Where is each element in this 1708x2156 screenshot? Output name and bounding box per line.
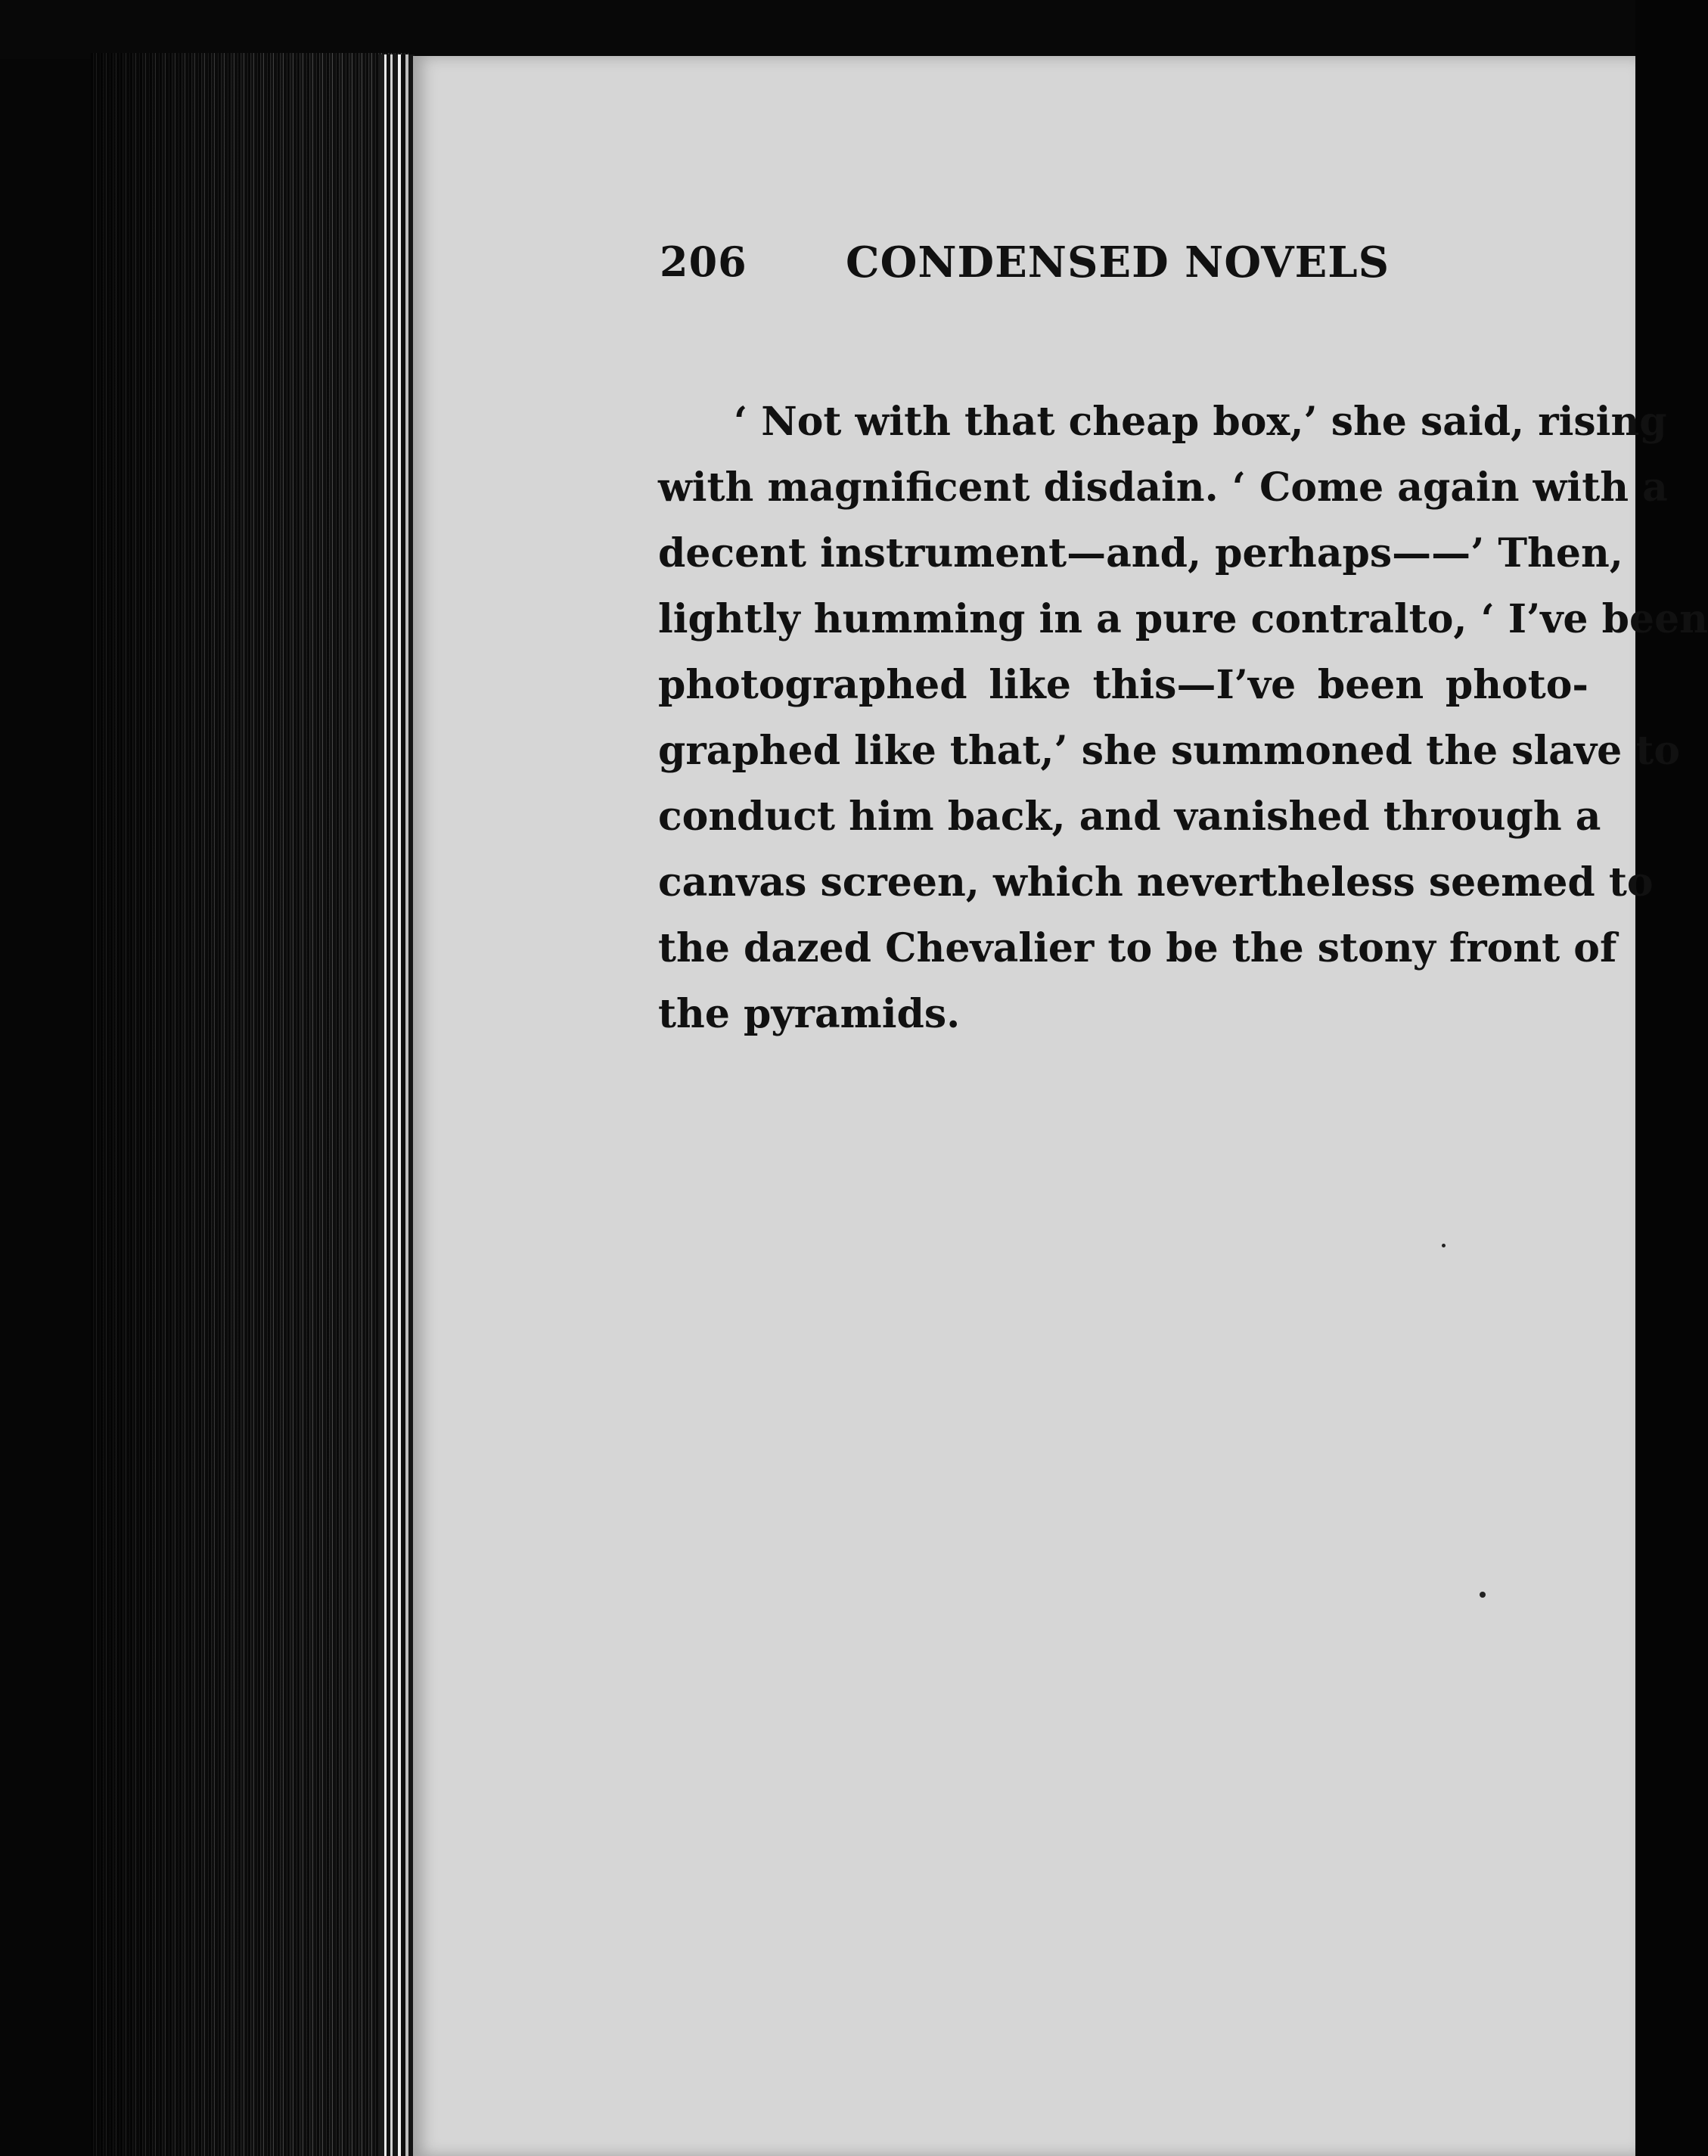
paper-speck [1442,1244,1446,1247]
scan-border-top [0,0,1635,59]
text-line: lightly humming in a pure contralto, ‘ I’ve been [658,596,1708,642]
text-line: photographed like this—I’ve been photo- [658,662,1588,708]
book-spine-binding [378,54,415,2156]
text-line: decent instrument—and, perhaps——’ Then, [658,530,1623,576]
page-number: 206 [660,238,747,286]
text-line: the pyramids. [658,991,961,1037]
page-edge-shadow [91,53,408,2156]
text-line: canvas screen, which nevertheless seemed to [658,859,1654,906]
text-line: the dazed Chevalier to be the stony front of [658,925,1617,971]
book-page [413,56,1708,2156]
text-line: conduct him back, and vanished through a [658,794,1601,840]
page-header [660,238,1492,306]
paper-speck [1480,1592,1486,1598]
text-line: graphed like that,’ she summoned the slave to [658,728,1681,774]
body-text [658,389,1708,1047]
text-line: ‘ Not with that cheap box,’ she said, rising [734,399,1667,445]
text-line: with magnificent disdain. ‘ Come again with a [658,464,1668,511]
running-head: CONDENSED NOVELS [846,238,1390,287]
